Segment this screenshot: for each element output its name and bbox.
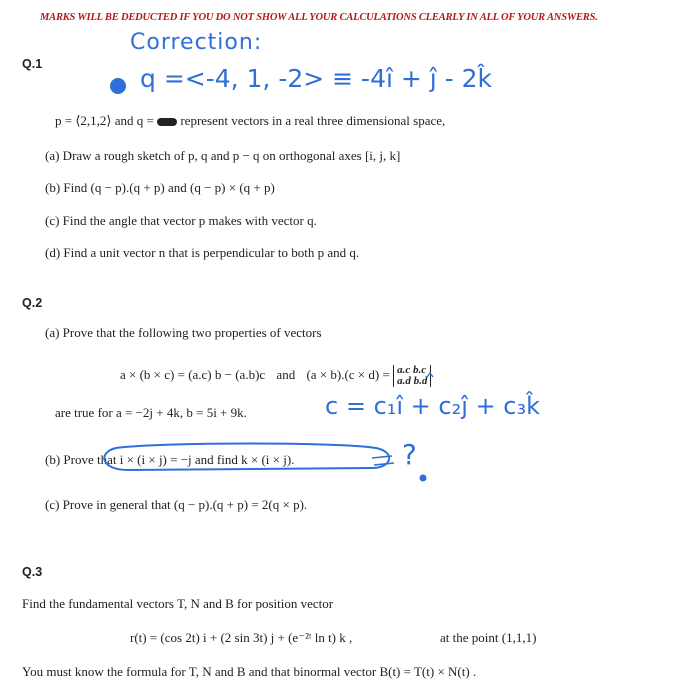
- identity-right: (a × b).(c × d) =: [306, 366, 390, 382]
- q3-point: at the point (1,1,1): [440, 630, 537, 645]
- q3-intro: Find the fundamental vectors T, N and B for position vector: [22, 596, 334, 611]
- ink-accent: [114, 34, 122, 50]
- q2-part-b: (b) Prove that i × (i × j) = −j and find k × (i × j).: [45, 452, 295, 467]
- handwritten-q-correction: q =<-4, 1, -2> ≡ -4î + ĵ - 2k̂: [140, 64, 493, 93]
- q3-note: You must know the formula for T, N and B and that binormal vector B(t) = T(t) × N(t) .: [22, 664, 477, 679]
- identity-left: a × (b × c) = (a.c) b − (a.b)c: [120, 366, 266, 382]
- handwritten-dot-mark: [420, 475, 427, 482]
- q1-part-a: (a) Draw a rough sketch of p, q and p − q on orthogonal axes [i, j, k]: [45, 148, 401, 163]
- handwritten-equals-mark: [372, 456, 394, 465]
- determinant-bottom-row: a.d b.d: [397, 375, 428, 387]
- q1-part-b: (b) Find (q − p).(q + p) and (q − p) × (q + p): [45, 180, 275, 195]
- q1-part-d: (d) Find a unit vector n that is perpendicular to both p and q.: [45, 245, 360, 260]
- q2-true-for: are true for a = −2j + 4k, b = 5i + 9k.: [55, 405, 247, 420]
- q2-part-a: (a) Prove that the following two properties of vectors: [45, 325, 322, 340]
- handwritten-c-components: c = c₁î + c₂ĵ + c₃k̂: [325, 392, 540, 420]
- handwritten-question-mark: ?: [402, 438, 417, 471]
- q3-position-vector: r(t) = (cos 2t) i + (2 sin 3t) j + (e⁻²ᵗ ln t) k ,: [130, 630, 353, 645]
- question-3-number: Q.3: [22, 565, 43, 579]
- deduction-warning-banner: MARKS WILL BE DEDUCTED IF YOU DO NOT SHOW ALL YOUR CALCULATIONS CLEARLY IN ALL OF YOUR ANSWERS.: [40, 12, 598, 23]
- handwritten-correction-title: Correction:: [130, 30, 263, 55]
- identity-and: and: [276, 366, 296, 382]
- circled-expression-ring: [104, 444, 389, 471]
- q1-intro-q: q =: [136, 113, 154, 128]
- hat-mark-on-det: [427, 373, 433, 377]
- question-2-number: Q.2: [22, 296, 43, 310]
- q2-part-c: (c) Prove in general that (q − p).(q + p) = 2(q × p).: [45, 497, 308, 512]
- q1-part-c: (c) Find the angle that vector p makes with vector q.: [45, 213, 317, 228]
- q1-intro-p: p = ⟨2,1,2⟩ and: [55, 113, 134, 128]
- question-1-number: Q.1: [22, 57, 43, 71]
- determinant-top-row: a.c b.c: [397, 364, 427, 376]
- q1-intro-rest: represent vectors in a real three dimensional space,: [180, 113, 446, 128]
